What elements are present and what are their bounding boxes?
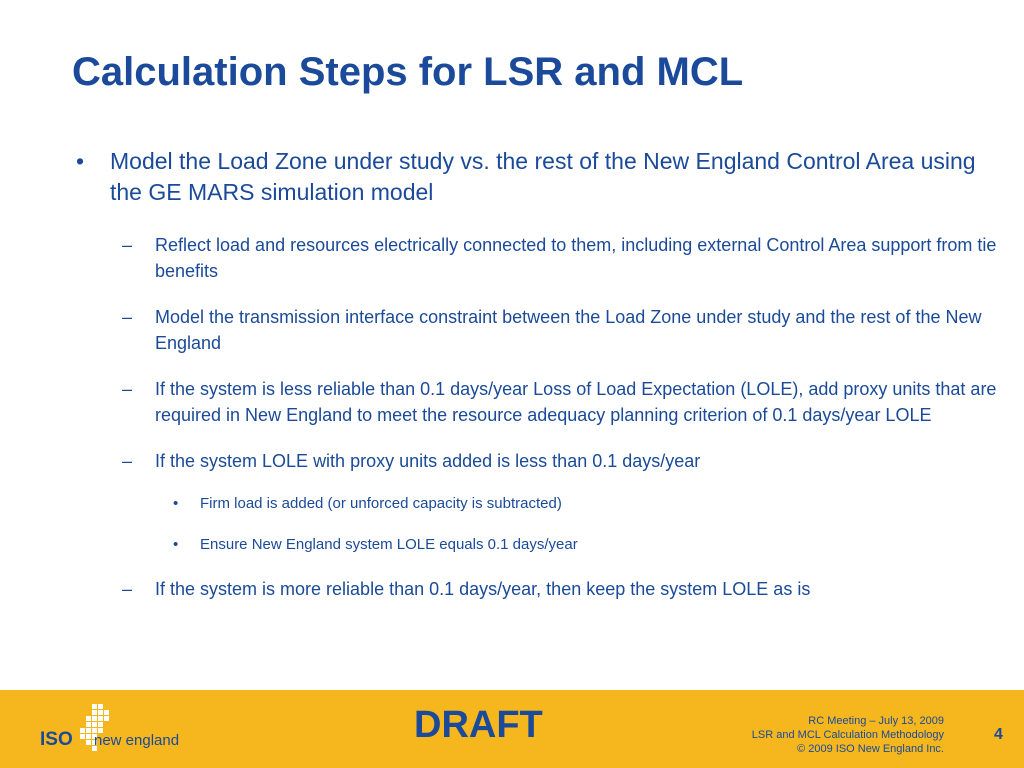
slide-footer	[0, 690, 1024, 768]
page-number: 4	[994, 726, 1003, 743]
dash-marker: –	[122, 379, 133, 399]
bullet-level3	[72, 494, 1002, 514]
dash-marker: –	[122, 235, 133, 255]
bullet-text: Reflect load and resources electrically connected to them, including external Control Area support from tie benefits	[155, 235, 997, 281]
bullet-text: Firm load is added (or unforced capacity is subtracted)	[200, 495, 562, 512]
draft-label: DRAFT	[414, 704, 543, 746]
bullet-text: If the system is more reliable than 0.1 days/year, then keep the system LOLE as is	[155, 579, 811, 599]
bullet-text: If the system is less reliable than 0.1 days/year Loss of Load Expectation (LOLE), add proxy units that are required in New England to meet the resource adequacy planning criterion of 0.1 days/year LOLE	[155, 379, 997, 425]
dash-marker: –	[122, 451, 133, 471]
bullet-text: If the system LOLE with proxy units added is less than 0.1 days/year	[155, 451, 701, 471]
footer-meta	[752, 714, 944, 756]
bullet-text: Model the transmission interface constraint between the Load Zone under study and the rest of the New England	[155, 307, 982, 353]
bullet-level2	[72, 304, 1002, 356]
bullet-level3	[72, 535, 1002, 555]
bullet-level2	[72, 576, 1002, 602]
logo-new-england-text: new england	[94, 732, 180, 749]
bullet-text: Model the Load Zone under study vs. the rest of the New England Control Area using the GE MARS simulation model	[110, 148, 976, 205]
bullet-marker: •	[173, 495, 179, 512]
meeting-date: RC Meeting – July 13, 2009	[808, 715, 944, 727]
dash-marker: –	[122, 307, 133, 327]
bullet-level1	[72, 146, 1002, 208]
copyright-text: © 2009 ISO New England Inc.	[797, 743, 944, 755]
document-title: LSR and MCL Calculation Methodology	[751, 729, 944, 741]
iso-new-england-logo	[38, 698, 188, 758]
dash-marker: –	[122, 579, 133, 599]
bullet-marker: •	[76, 148, 85, 174]
slide-title: Calculation Steps for LSR and MCL	[72, 50, 744, 94]
logo-iso-text: ISO	[40, 729, 73, 750]
slide-body	[72, 146, 1002, 622]
bullet-level2	[72, 448, 1002, 474]
bullet-marker: •	[173, 536, 179, 553]
bullet-level2	[72, 376, 1002, 428]
bullet-text: Ensure New England system LOLE equals 0.1 days/year	[200, 536, 578, 553]
bullet-level2	[72, 232, 1002, 284]
